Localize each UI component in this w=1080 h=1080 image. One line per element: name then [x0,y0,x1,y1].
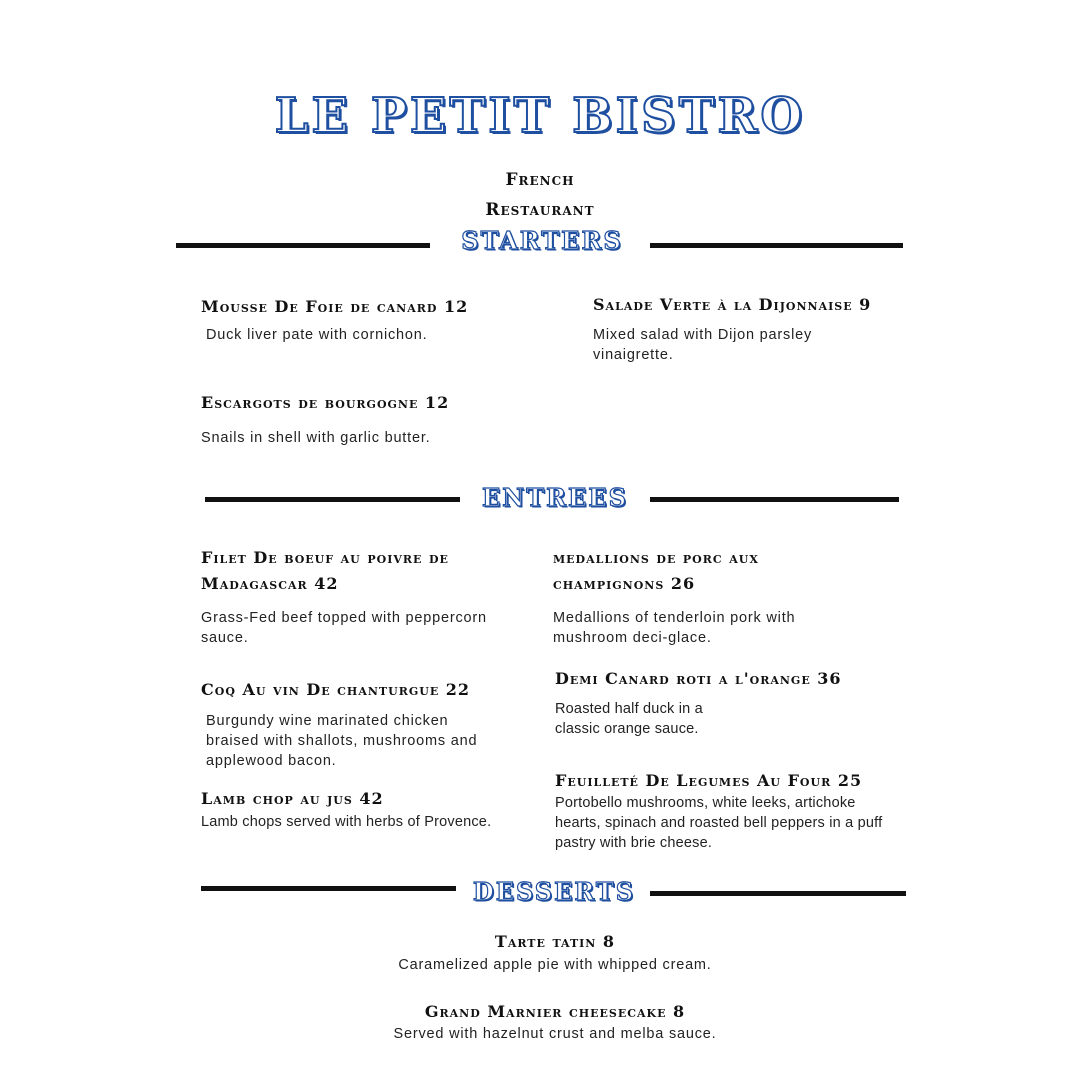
menu-item-name: Escargots de bourgogne 12 [201,393,450,412]
menu-item-desc: Snails in shell with garlic butter. [201,430,431,446]
menu-item-desc: Mixed salad with Dijon parsley vinaigrette. [593,327,813,363]
starters-rule-right [650,243,903,248]
restaurant-title: LE PETIT BISTRO [274,88,806,144]
menu-item-name: Tarte tatin 8 [494,932,616,951]
menu-item-desc: Grass-Fed beef topped with peppercorn sauce. [201,610,487,646]
menu-item-name: Lamb chop au jus 42 [201,789,384,808]
restaurant-subtitle-line2: Restaurant [485,200,595,220]
section-title-entrees: ENTREES [482,483,628,512]
menu-item-desc: Caramelized apple pie with whipped cream. [398,957,712,973]
menu-item-name: Demi Canard roti a l'orange 36 [555,669,842,688]
menu-item-name: Filet De boeuf au poivre de Madagascar 42 [201,548,449,593]
desserts-rule-left [201,886,456,891]
entrees-rule-right [650,497,899,502]
menu-item-name: Salade Verte à la Dijonnaise 9 [593,295,872,314]
menu-item-name: Mousse De Foie de canard 12 [201,297,469,316]
entrees-rule-left [205,497,460,502]
section-title-starters: STARTERS [461,226,623,255]
desserts-rule-right [650,891,906,896]
menu-item-desc: Portobello mushrooms, white leeks, artichoke hearts, spinach and roasted bell peppers in a puff pastry with brie cheese. [555,795,883,851]
menu-item-desc: Lamb chops served with herbs of Provence. [201,814,492,830]
menu-item-desc: Served with hazelnut crust and melba sauce. [393,1026,717,1042]
menu-item-name: Grand Marnier cheesecake 8 [424,1002,686,1021]
menu-item-name: Feuilleté De Legumes Au Four 25 [555,771,863,790]
menu-item-desc: Medallions of tenderloin pork with mushroom deci-glace. [553,610,796,646]
section-title-desserts: DESSERTS [472,877,636,906]
menu-item-desc: Burgundy wine marinated chicken braised with shallots, mushrooms and applewood bacon. [206,713,478,769]
menu-item-name: medallions de porc aux champignons 26 [553,548,759,593]
starters-rule-left [176,243,430,248]
restaurant-subtitle-line1: French [505,170,575,190]
menu-item-desc: Duck liver pate with cornichon. [206,327,428,343]
menu-item-desc: Roasted half duck in a classic orange sauce. [555,701,703,737]
menu-item-name: Coq Au vin De chanturgue 22 [201,680,471,699]
